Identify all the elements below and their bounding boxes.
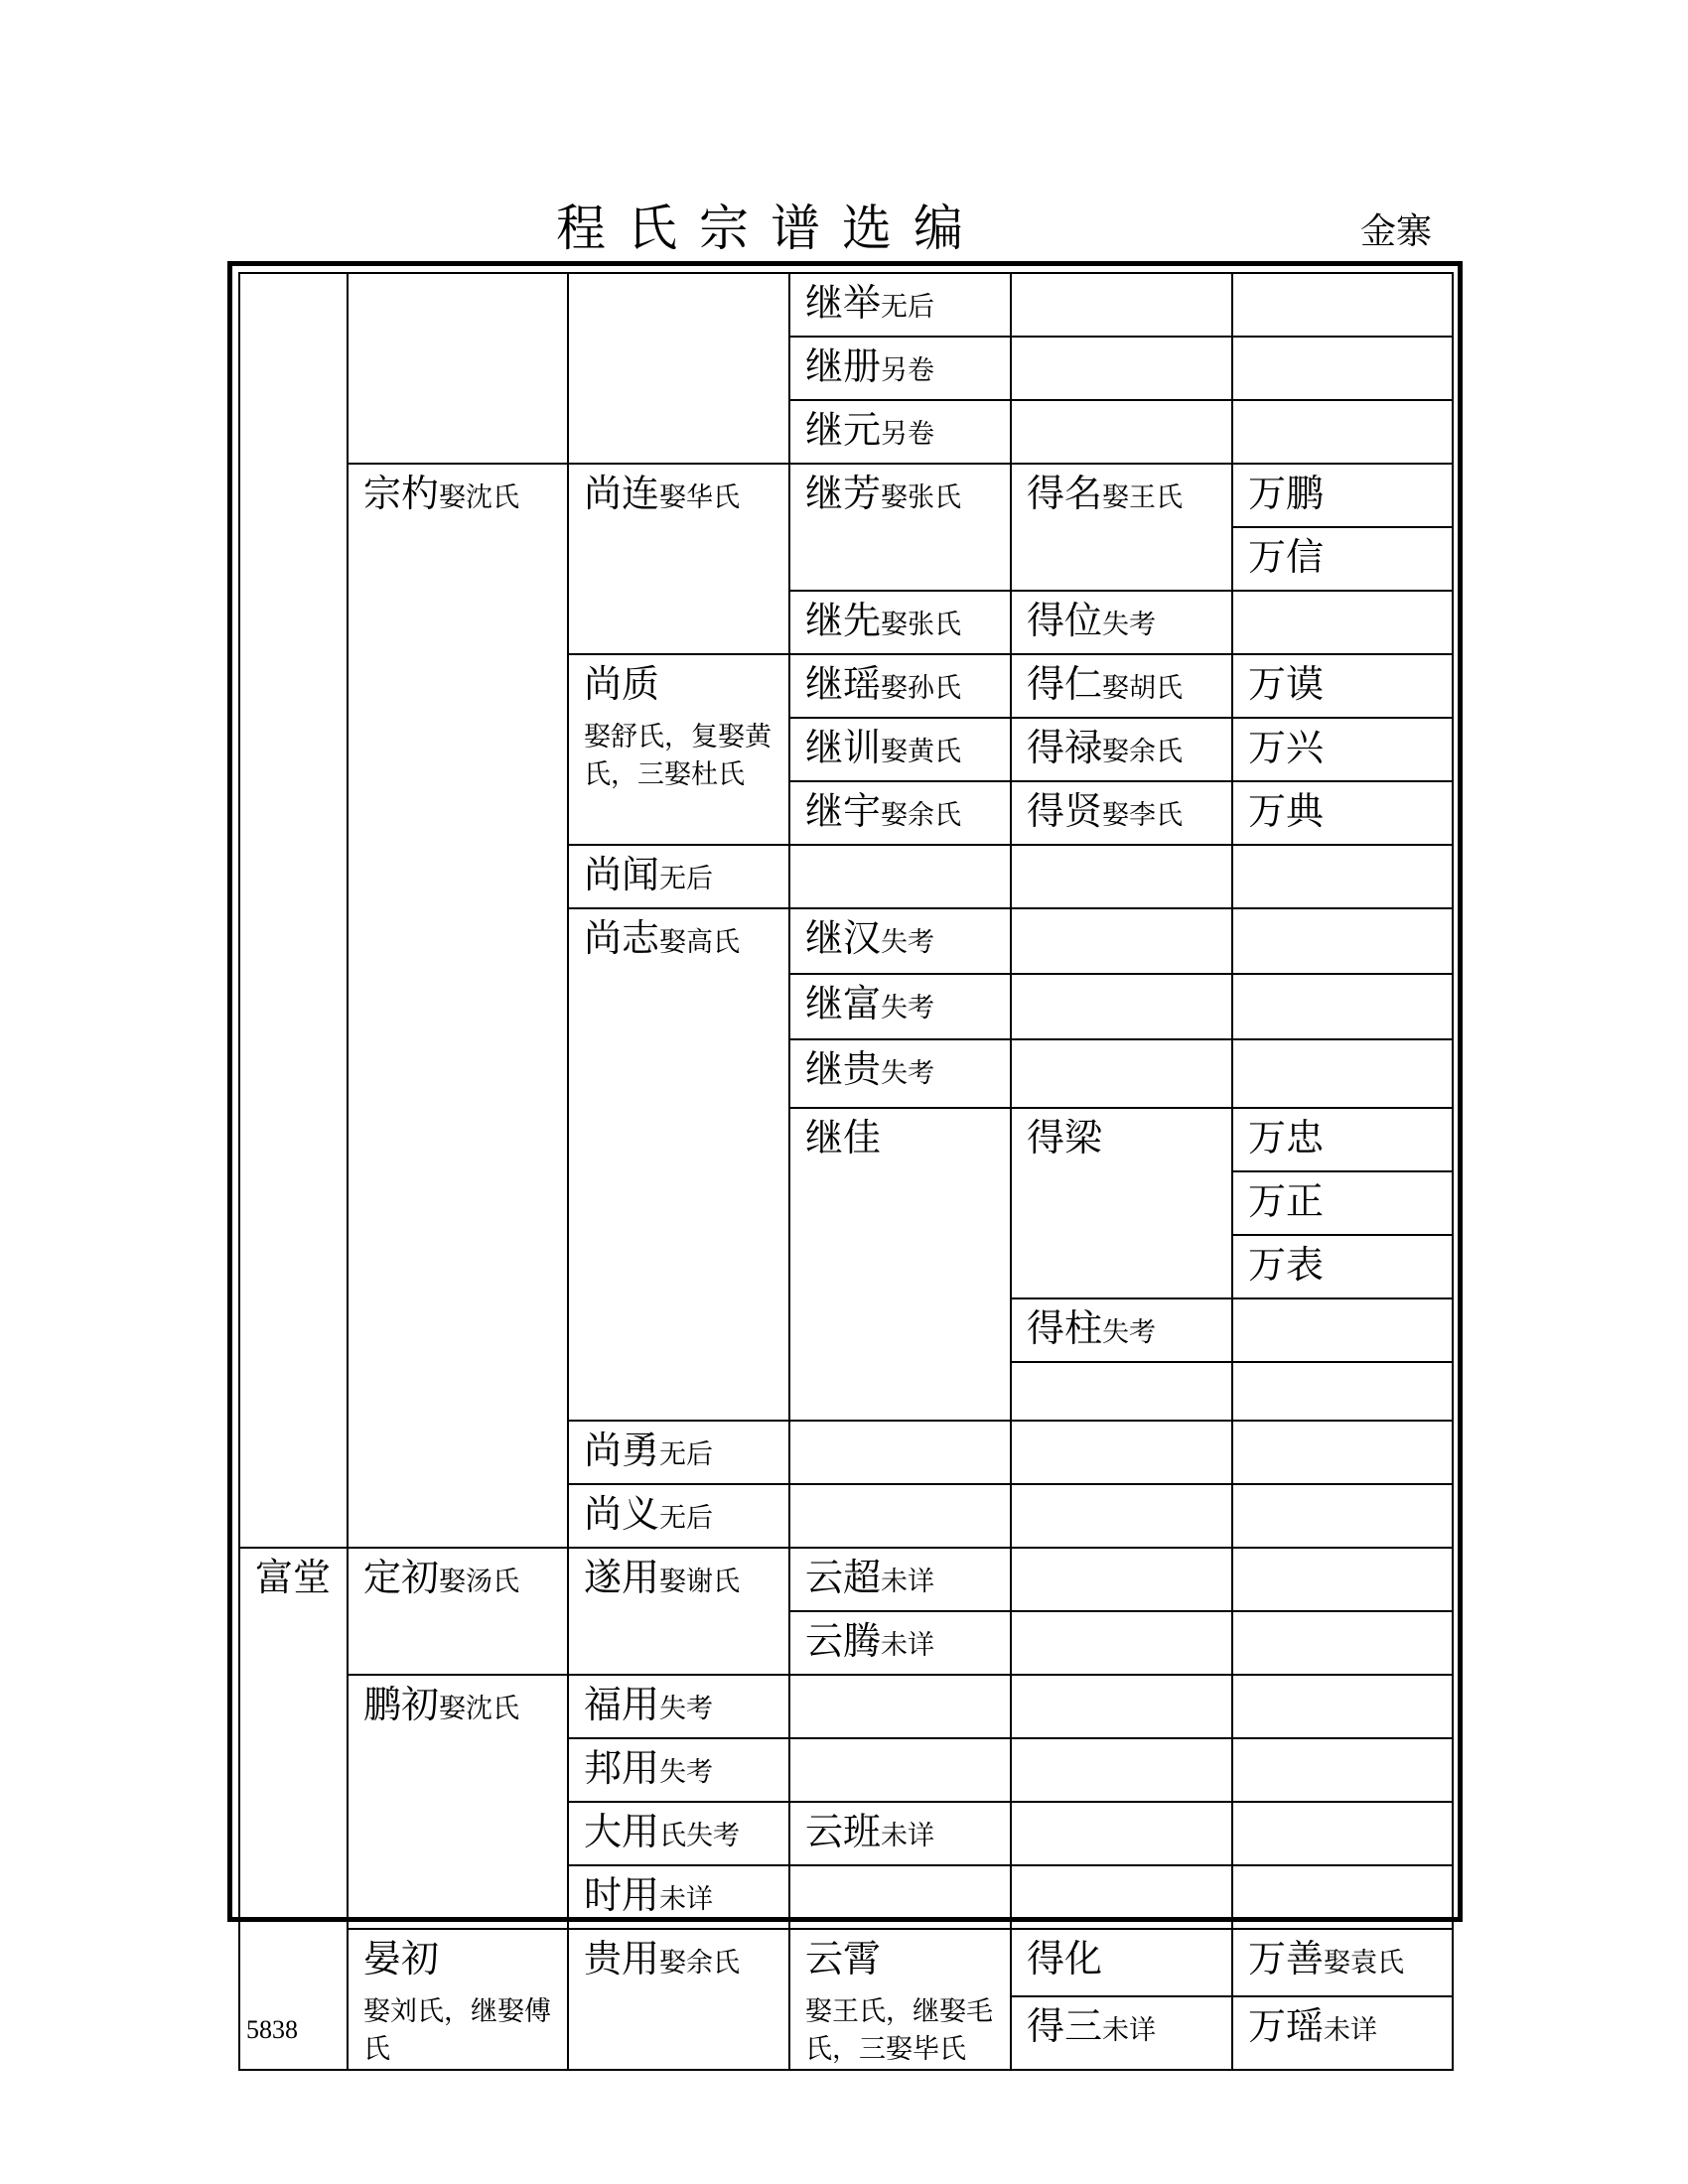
person-name: 尚连: [584, 472, 660, 515]
marriage-note: 失考: [881, 1058, 935, 1089]
table-cell-generation-3: [568, 1675, 789, 1738]
table-cell-generation-3: [568, 908, 789, 1421]
marriage-note: 娶高氏: [659, 927, 741, 958]
person-name: 继册: [805, 344, 882, 388]
table-cell-generation-5: [1011, 1802, 1232, 1865]
person-name: 继训: [805, 726, 882, 769]
table-cell-generation-3: [568, 273, 789, 464]
table-cell-generation-6: [1232, 1298, 1453, 1362]
person-name: 大用: [584, 1810, 660, 1853]
person-name: 遂用: [584, 1556, 660, 1599]
table-cell-generation-3: [568, 845, 789, 908]
table-cell-generation-6: [1232, 400, 1453, 464]
table-cell-generation-4: [789, 1865, 1011, 1929]
person-name: 万信: [1248, 535, 1325, 579]
table-cell-generation-5: [1011, 654, 1232, 718]
table-cell-generation-4: [789, 1108, 1011, 1421]
person-name: 得化: [1027, 1937, 1103, 1980]
table-cell-generation-6: [1232, 1108, 1453, 1171]
table-cell-generation-5: [1011, 1548, 1232, 1611]
table-cell-generation-3: [568, 1548, 789, 1675]
person-name: 继富: [805, 982, 882, 1025]
marriage-note: 未详: [881, 1630, 935, 1661]
person-name: 尚闻: [584, 853, 660, 896]
table-cell-generation-3: [568, 1929, 789, 2070]
table-cell-generation-5: [1011, 845, 1232, 908]
table-cell-generation-4: [789, 974, 1011, 1039]
table-cell-generation-5: [1011, 1865, 1232, 1929]
table-cell-generation-4: [789, 654, 1011, 718]
table-cell-generation-4: [789, 1039, 1011, 1108]
person-name: 定初: [363, 1556, 440, 1599]
table-cell-generation-6: [1232, 591, 1453, 654]
table-cell-generation-5: [1011, 974, 1232, 1039]
table-cell-generation-3: [568, 1865, 789, 1929]
table-cell-generation-5: [1011, 908, 1232, 974]
table-cell-generation-5: [1011, 1611, 1232, 1675]
table-cell-generation-3: [568, 1802, 789, 1865]
table-cell-generation-5: [1011, 1108, 1232, 1298]
table-cell-generation-4: [789, 1802, 1011, 1865]
marriage-note: 娶袁氏: [1324, 1948, 1405, 1979]
marriage-note: 失考: [1102, 610, 1157, 640]
person-name: 得梁: [1027, 1116, 1103, 1160]
marriage-note: 未详: [881, 1567, 935, 1597]
person-name: 得贤: [1027, 789, 1103, 833]
table-cell-generation-2: [348, 1929, 568, 2070]
table-cell-generation-4: [789, 1548, 1011, 1611]
table-cell-generation-4: [1011, 1362, 1232, 1421]
marriage-note: 娶汤氏: [439, 1567, 520, 1597]
table-cell-generation-6: [1232, 1996, 1453, 2070]
table-row: [239, 1929, 1453, 1996]
table-cell-generation-5: [1011, 1929, 1232, 1996]
person-name: 继贵: [805, 1047, 882, 1091]
table-cell-generation-4: [789, 1484, 1011, 1548]
marriage-note: 失考: [881, 927, 935, 958]
table-cell-generation-5: [1011, 1484, 1232, 1548]
person-name: 继瑶: [805, 662, 882, 706]
table-cell-generation-6: [1232, 1675, 1453, 1738]
table-cell-generation-5: [1011, 591, 1232, 654]
person-name: 得禄: [1027, 726, 1103, 769]
table-cell-generation-4: [789, 337, 1011, 400]
table-cell-generation-5: [1011, 1421, 1232, 1484]
table-cell-generation-4: [789, 1611, 1011, 1675]
person-name: 时用: [584, 1873, 660, 1917]
person-name: 万兴: [1248, 726, 1325, 769]
marriage-note: 未详: [881, 1821, 935, 1851]
table-cell-generation-6: [1232, 337, 1453, 400]
marriage-note: 失考: [881, 993, 935, 1024]
marriage-note: 娶胡氏: [1102, 673, 1184, 704]
genealogy-table-body: [239, 273, 1453, 2070]
marriage-note: 无后: [881, 292, 935, 323]
marriage-note: 娶余氏: [659, 1948, 741, 1979]
table-cell-generation-2: [348, 273, 568, 464]
marriage-note: 失考: [659, 1757, 714, 1788]
table-cell-generation-6: [1232, 464, 1453, 527]
table-cell-generation-3: [568, 464, 789, 654]
table-row: [239, 464, 1453, 527]
table-cell-generation-5: [1011, 337, 1232, 400]
table-cell-generation-5: [1011, 1298, 1232, 1362]
page-number: 5838: [246, 2015, 298, 2044]
table-cell-generation-6: [1232, 1802, 1453, 1865]
table-cell-generation-2: [348, 1675, 568, 1929]
table-cell-generation-6: [1232, 908, 1453, 974]
marriage-note: 无后: [659, 1503, 714, 1534]
person-name: 福用: [584, 1683, 660, 1726]
table-cell-generation-4: [789, 1738, 1011, 1802]
table-cell-generation-5: [1011, 1675, 1232, 1738]
person-name: 万忠: [1248, 1116, 1325, 1160]
table-cell-generation-4: [789, 718, 1011, 781]
table-row: [239, 1548, 1453, 1611]
marriage-note: 未详: [1102, 2014, 1157, 2046]
person-name: 尚质: [584, 662, 660, 706]
person-name: 邦用: [584, 1746, 660, 1790]
person-name: 鹏初: [363, 1683, 440, 1726]
person-name: 万表: [1248, 1243, 1325, 1287]
table-cell-generation-6: [1232, 1865, 1453, 1929]
genealogy-table: [238, 272, 1454, 2071]
marriage-note: 娶孙氏: [881, 673, 962, 704]
marriage-note: 娶沈氏: [439, 482, 520, 513]
person-name: 继宇: [805, 789, 882, 833]
table-cell-generation-6: [1232, 1738, 1453, 1802]
table-cell-generation-6: [1232, 718, 1453, 781]
table-cell-generation-6: [1232, 1611, 1453, 1675]
table-cell-generation-4: [789, 591, 1011, 654]
person-name: 继元: [805, 408, 882, 452]
marriage-note: 娶李氏: [1102, 800, 1184, 831]
table-cell-generation-5: [1011, 400, 1232, 464]
table-cell-generation-6: [1232, 1171, 1453, 1235]
person-name: 得三: [1027, 2003, 1103, 2048]
person-name: 晏初: [363, 1937, 440, 1980]
table-cell-generation-4: [789, 908, 1011, 974]
table-cell-generation-4: [789, 1929, 1011, 2070]
table-cell-generation-1: [239, 1548, 348, 2070]
table-cell-generation-6: [1232, 1929, 1453, 1996]
person-name: 云腾: [805, 1619, 882, 1663]
person-name: 万善: [1248, 1937, 1325, 1980]
person-name: 贵用: [584, 1937, 660, 1980]
table-row: [239, 273, 1453, 337]
person-name: 继先: [805, 599, 882, 642]
table-cell-generation-6: [1232, 1548, 1453, 1611]
person-name: 云超: [805, 1556, 882, 1599]
table-cell-generation-5: [1011, 1039, 1232, 1108]
table-cell-generation-5: [1011, 1738, 1232, 1802]
person-name: 万典: [1248, 789, 1325, 833]
table-cell-generation-5: [1232, 1362, 1453, 1421]
marriage-note: 娶黄氏: [881, 737, 962, 767]
table-cell-generation-1: [239, 273, 348, 1548]
marriage-note: 无后: [659, 864, 714, 894]
person-name: 万谟: [1248, 662, 1325, 706]
marriage-note: 娶沈氏: [439, 1694, 520, 1724]
table-cell-generation-5: [1011, 781, 1232, 845]
marriage-note: 另卷: [881, 419, 935, 450]
person-name: 尚义: [584, 1492, 660, 1536]
table-cell-generation-5: [1011, 464, 1232, 591]
person-name: 尚勇: [584, 1429, 660, 1472]
table-cell-generation-3: [568, 1738, 789, 1802]
marriage-note: 失考: [1102, 1317, 1157, 1348]
table-cell-generation-4: [789, 400, 1011, 464]
person-name: 云班: [805, 1810, 882, 1853]
person-name: 万鹏: [1248, 472, 1325, 515]
marriage-note: 氏失考: [659, 1821, 741, 1851]
marriage-note: 无后: [659, 1439, 714, 1470]
marriage-note: 另卷: [881, 355, 935, 386]
marriage-note: 未详: [1324, 2014, 1378, 2046]
table-cell-generation-6: [1232, 273, 1453, 337]
table-cell-generation-3: [568, 1484, 789, 1548]
marriage-note: 娶王氏，继娶毛氏，三娶毕氏: [805, 1996, 993, 2065]
table-cell-generation-6: [1232, 845, 1453, 908]
person-name: 宗杓: [363, 472, 440, 515]
person-name: 得位: [1027, 599, 1103, 642]
table-cell-generation-5: [1011, 273, 1232, 337]
table-cell-generation-2: [348, 464, 568, 1548]
marriage-note: 娶张氏: [881, 610, 962, 640]
table-cell-generation-6: [1232, 654, 1453, 718]
table-cell-generation-3: [568, 654, 789, 845]
marriage-note: 娶舒氏，复娶黄氏，三娶杜氏: [584, 722, 772, 790]
person-name: 得仁: [1027, 662, 1103, 706]
marriage-note: 娶王氏: [1102, 482, 1184, 513]
marriage-note: 娶华氏: [659, 482, 741, 513]
marriage-note: 失考: [659, 1694, 714, 1724]
table-cell-generation-2: [348, 1548, 568, 1675]
table-row: [239, 1675, 1453, 1738]
person-name: 富堂: [255, 1556, 332, 1599]
person-name: 继佳: [805, 1116, 882, 1160]
table-cell-generation-6: [1232, 974, 1453, 1039]
marriage-note: 娶余氏: [1102, 737, 1184, 767]
table-cell-generation-4: [789, 1421, 1011, 1484]
marriage-note: 娶谢氏: [659, 1567, 741, 1597]
table-cell-generation-5: [1011, 1996, 1232, 2070]
page-title: 程氏宗谱选编: [556, 200, 985, 257]
person-name: 万瑶: [1248, 2003, 1325, 2048]
person-name: 得柱: [1027, 1306, 1103, 1350]
person-name: 云霄: [805, 1937, 882, 1980]
table-cell-generation-3: [568, 1421, 789, 1484]
marriage-note: 未详: [659, 1884, 714, 1915]
table-cell-generation-6: [1232, 1421, 1453, 1484]
table-cell-generation-5: [1011, 718, 1232, 781]
marriage-note: 娶余氏: [881, 800, 962, 831]
marriage-note: 娶张氏: [881, 482, 962, 513]
person-name: 得名: [1027, 472, 1103, 515]
table-cell-generation-6: [1232, 781, 1453, 845]
table-cell-generation-6: [1232, 1484, 1453, 1548]
table-cell-generation-4: [789, 781, 1011, 845]
table-cell-generation-6: [1232, 1235, 1453, 1298]
table-cell-generation-6: [1232, 527, 1453, 591]
page-region-label: 金寨: [1360, 211, 1433, 252]
person-name: 万正: [1248, 1179, 1325, 1223]
table-cell-generation-4: [789, 1675, 1011, 1738]
person-name: 继举: [805, 281, 882, 325]
person-name: 继汉: [805, 916, 882, 960]
table-cell-generation-4: [789, 464, 1011, 591]
table-cell-generation-6: [1232, 1039, 1453, 1108]
marriage-note: 娶刘氏，继娶傅氏: [363, 1996, 551, 2065]
table-cell-generation-4: [789, 845, 1011, 908]
person-name: 尚志: [584, 916, 660, 960]
person-name: 继芳: [805, 472, 882, 515]
table-cell-generation-4: [789, 273, 1011, 337]
